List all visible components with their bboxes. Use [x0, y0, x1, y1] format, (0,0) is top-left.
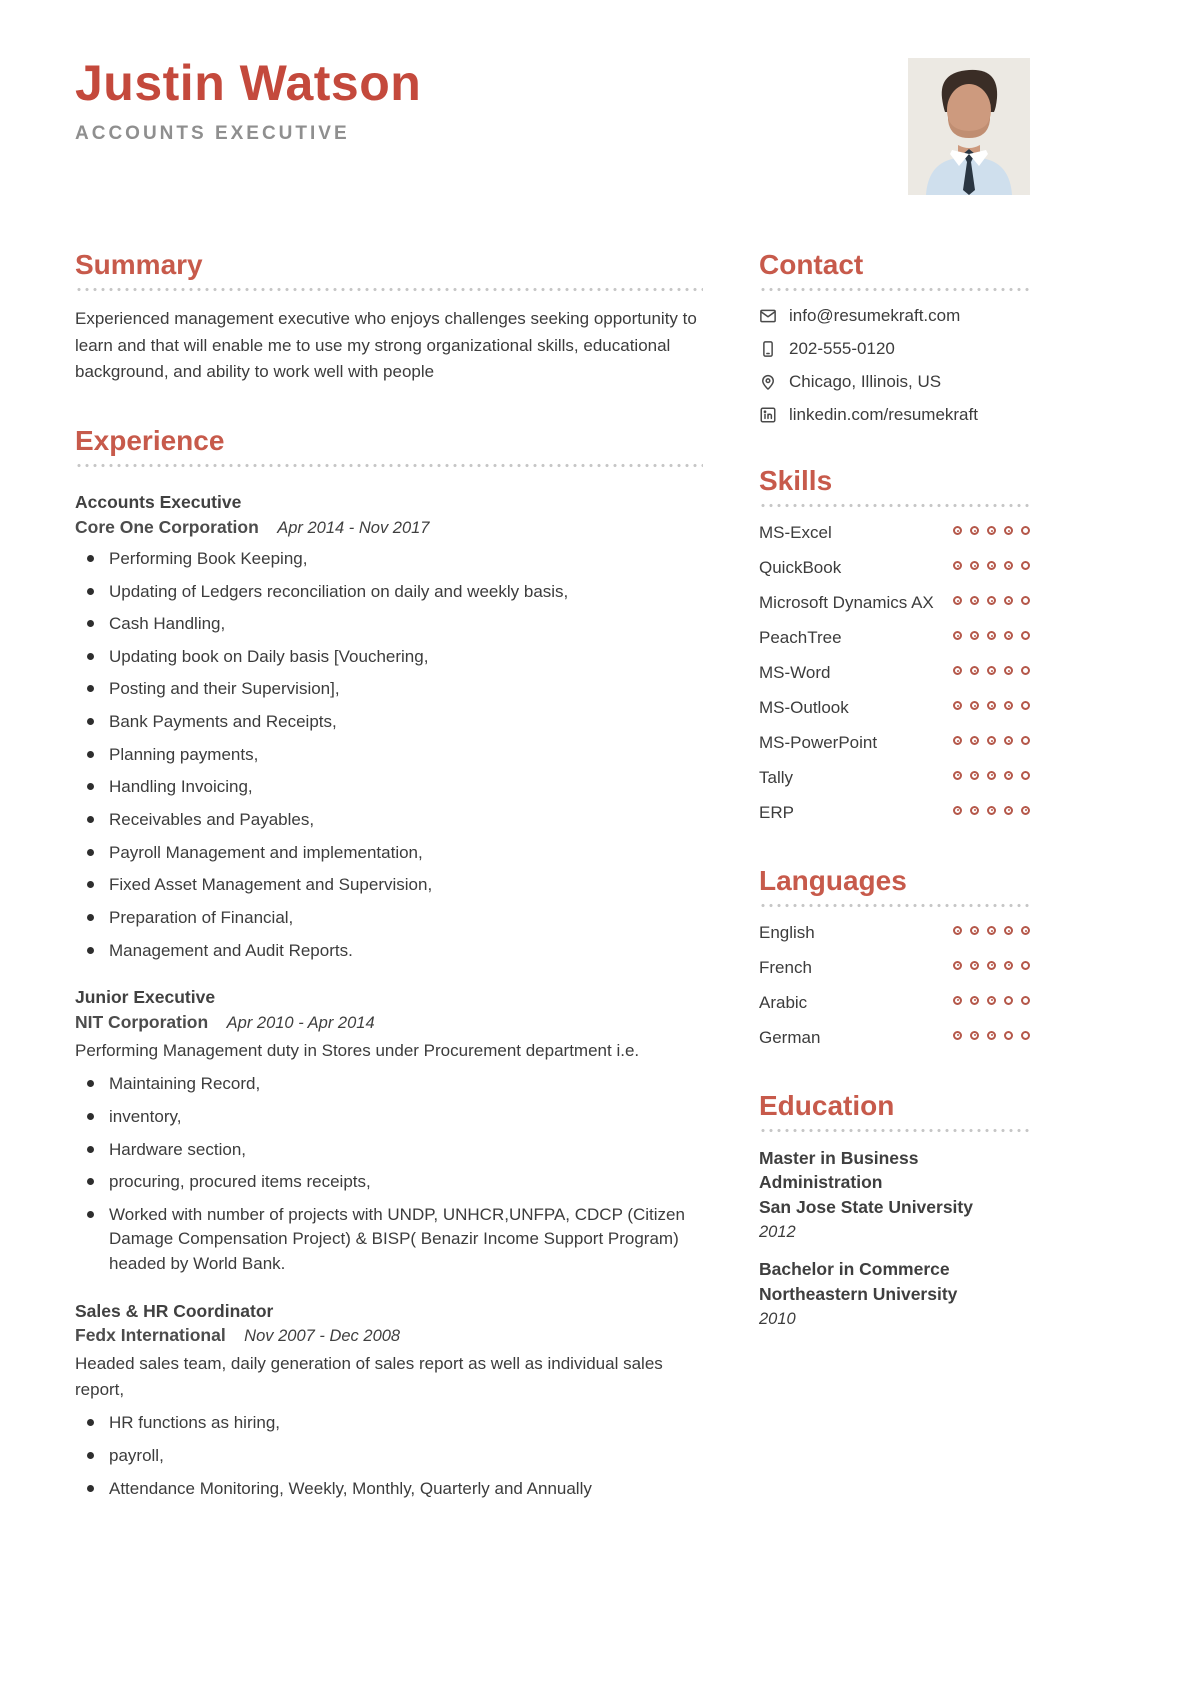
contact-heading: Contact — [759, 249, 864, 280]
rating-dot — [1021, 631, 1030, 640]
profile-photo-placeholder — [908, 58, 1030, 195]
rating-dot — [953, 596, 962, 605]
rating-dot — [1004, 561, 1013, 570]
rating-dot — [1004, 771, 1013, 780]
rating-dot — [1021, 771, 1030, 780]
skill-name: ERP — [759, 802, 794, 822]
rating-dot — [970, 806, 979, 815]
rating-dot — [1021, 926, 1030, 935]
languages-section — [759, 865, 1030, 1050]
skill-rating — [953, 697, 1030, 710]
rating-dot — [1004, 631, 1013, 640]
education-heading: Education — [759, 1089, 895, 1121]
language-name: English — [759, 923, 815, 942]
rating-dot — [1004, 736, 1013, 745]
skill-row — [759, 592, 1030, 615]
rating-dot — [970, 771, 979, 780]
rating-dot — [970, 926, 979, 935]
rating-dot — [970, 961, 979, 970]
skill-row — [759, 557, 1030, 580]
contact-email-row — [759, 306, 1030, 326]
bullet-item: payroll, — [75, 1444, 703, 1469]
company-name: Core One Corporation — [75, 516, 259, 537]
rating-dot — [970, 736, 979, 745]
language-name: French — [759, 957, 812, 977]
language-rating — [953, 922, 1030, 935]
rating-dot — [987, 596, 996, 605]
experience-job — [75, 1299, 703, 1501]
rating-dot — [1004, 926, 1013, 935]
rating-dot — [1021, 701, 1030, 710]
rating-dot — [970, 596, 979, 605]
skills-list — [759, 522, 1030, 824]
rating-dot — [970, 666, 979, 675]
main-column — [75, 249, 703, 1541]
bullet-item: Handling Invoicing, — [75, 775, 703, 800]
rating-dot — [953, 701, 962, 710]
rating-dot — [987, 1031, 996, 1040]
bullet-item: inventory, — [75, 1105, 703, 1130]
bullet-item: Updating book on Daily basis [Vouchering, — [75, 645, 703, 670]
rating-dot — [1004, 701, 1013, 710]
dotted-divider — [759, 1128, 1030, 1133]
person-job-title: ACCOUNTS EXECUTIVE — [75, 123, 350, 144]
rating-dot — [1021, 996, 1030, 1005]
bullet-item: Management and Audit Reports. — [75, 939, 703, 964]
bullet-item: Payroll Management and implementation, — [75, 841, 703, 866]
bullet-item: HR functions as hiring, — [75, 1411, 703, 1436]
rating-dot — [1021, 1031, 1030, 1040]
rating-dot — [953, 961, 962, 970]
contact-linkedin[interactable]: linkedin.com/resumekraft — [789, 405, 978, 425]
languages-list — [759, 922, 1030, 1050]
experience-heading: Experience — [75, 425, 225, 457]
skill-rating — [953, 557, 1030, 570]
language-rating — [953, 1027, 1030, 1040]
name-block — [75, 56, 421, 145]
rating-dot — [987, 926, 996, 935]
language-name: Arabic — [759, 992, 808, 1012]
education-entry — [759, 1147, 1030, 1242]
skill-name: PeachTree — [759, 628, 842, 648]
skill-name: QuickBook — [759, 558, 842, 578]
language-rating — [953, 957, 1030, 970]
rating-dot — [953, 526, 962, 535]
summary-text: Experienced management executive who enjoys challenges seeking opportunity to learn and that will enable me to use my strong organizational skills, educational background, and ability to work well with people — [75, 309, 697, 381]
contact-phone-row — [759, 339, 1030, 359]
skill-name: Microsoft Dynamics AX — [759, 593, 934, 613]
rating-dot — [1021, 961, 1030, 970]
language-name: German — [759, 1027, 821, 1047]
bullet-item: Maintaining Record, — [75, 1072, 703, 1097]
company-line — [75, 517, 703, 538]
bullet-item: Updating of Ledgers reconciliation on daily and weekly basis, — [75, 580, 703, 605]
dotted-divider — [759, 903, 1030, 908]
rating-dot — [1021, 736, 1030, 745]
rating-dot — [987, 631, 996, 640]
company-name: NIT Corporation — [75, 1011, 209, 1032]
skill-name: MS-PowerPoint — [759, 733, 878, 752]
job-bullet-list — [75, 1072, 703, 1276]
skill-rating — [953, 627, 1030, 640]
rating-dot — [953, 561, 962, 570]
rating-dot — [953, 736, 962, 745]
job-bullet-list — [75, 547, 703, 963]
skill-rating — [953, 802, 1030, 815]
bullet-item: Preparation of Financial, — [75, 906, 703, 931]
skill-name: MS-Excel — [759, 523, 832, 543]
skill-rating — [953, 522, 1030, 535]
skill-rating — [953, 662, 1030, 675]
rating-dot — [1004, 806, 1013, 815]
job-dates: Apr 2014 - Nov 2017 — [277, 518, 430, 537]
profile-photo — [908, 58, 1030, 195]
rating-dot — [970, 1031, 979, 1040]
skill-row — [759, 522, 1030, 545]
dotted-divider — [75, 287, 703, 292]
rating-dot — [987, 806, 996, 815]
linkedin-icon — [759, 406, 777, 424]
rating-dot — [970, 561, 979, 570]
job-dates: Nov 2007 - Dec 2008 — [244, 1327, 401, 1346]
education-list — [759, 1147, 1030, 1329]
rating-dot — [953, 1031, 962, 1040]
rating-dot — [953, 806, 962, 815]
rating-dot — [1004, 1031, 1013, 1040]
phone-icon — [759, 340, 777, 358]
rating-dot — [970, 526, 979, 535]
rating-dot — [953, 926, 962, 935]
rating-dot — [987, 771, 996, 780]
contact-linkedin-row — [759, 405, 1030, 425]
summary-heading: Summary — [75, 249, 203, 280]
skills-section — [759, 465, 1030, 825]
graduation-year: 2012 — [759, 1222, 796, 1241]
rating-dot — [1004, 526, 1013, 535]
language-rating — [953, 992, 1030, 1005]
resume-body — [75, 249, 1030, 1541]
skill-row — [759, 627, 1030, 650]
school-name: San Jose State University — [759, 1197, 973, 1218]
bullet-item: Planning payments, — [75, 743, 703, 768]
company-line — [75, 1325, 703, 1346]
company-name: Fedx International — [75, 1325, 226, 1346]
job-dates: Apr 2010 - Apr 2014 — [226, 1013, 375, 1032]
skill-row — [759, 732, 1030, 755]
skills-heading: Skills — [759, 465, 833, 497]
skill-row — [759, 767, 1030, 790]
email-icon — [759, 307, 777, 325]
education-entry — [759, 1258, 1030, 1329]
experience-job — [75, 985, 703, 1276]
rating-dot — [1021, 596, 1030, 605]
job-title: Sales & HR Coordinator — [75, 1300, 274, 1321]
skill-name: MS-Outlook — [759, 698, 849, 718]
rating-dot — [1021, 806, 1030, 815]
location-pin-icon — [759, 373, 777, 391]
graduation-year: 2010 — [759, 1310, 796, 1329]
skill-rating — [953, 732, 1030, 745]
rating-dot — [1004, 666, 1013, 675]
rating-dot — [953, 771, 962, 780]
bullet-item: Cash Handling, — [75, 612, 703, 637]
rating-dot — [1004, 961, 1013, 970]
contact-location: Chicago, Illinois, US — [789, 372, 942, 392]
job-bullet-list — [75, 1411, 703, 1501]
job-title: Accounts Executive — [75, 492, 242, 513]
degree-name: Master in Business Administration — [759, 1147, 919, 1192]
rating-dot — [953, 666, 962, 675]
rating-dot — [987, 526, 996, 535]
bullet-item: procuring, procured items receipts, — [75, 1170, 703, 1195]
language-row — [759, 922, 1030, 945]
skill-name: MS-Word — [759, 663, 831, 683]
rating-dot — [987, 561, 996, 570]
education-section — [759, 1090, 1030, 1329]
rating-dot — [953, 631, 962, 640]
person-name: Justin Watson — [75, 55, 422, 111]
bullet-item: Receivables and Payables, — [75, 808, 703, 833]
dotted-divider — [759, 287, 1030, 292]
skill-rating — [953, 767, 1030, 780]
job-intro: Performing Management duty in Stores under Procurement department i.e. — [75, 1040, 640, 1060]
bullet-item: Worked with number of projects with UNDP, UNHCR,UNFPA, CDCP (Citizen Damage Compensation Project) & BISP( Benazir Income Support Program) headed by World Bank. — [75, 1203, 703, 1277]
degree-name: Bachelor in Commerce — [759, 1258, 950, 1279]
job-intro: Headed sales team, daily generation of sales report as well as individual sales report, — [75, 1354, 663, 1399]
contact-email[interactable]: info@resumekraft.com — [789, 306, 961, 326]
rating-dot — [1004, 996, 1013, 1005]
company-line — [75, 1012, 703, 1033]
experience-section — [75, 425, 703, 1501]
contact-location-row — [759, 372, 1030, 392]
bullet-item: Performing Book Keeping, — [75, 547, 703, 572]
rating-dot — [987, 701, 996, 710]
summary-section — [75, 249, 703, 385]
dotted-divider — [75, 463, 703, 468]
bullet-item: Bank Payments and Receipts, — [75, 710, 703, 735]
dotted-divider — [759, 503, 1030, 508]
school-name: Northeastern University — [759, 1284, 958, 1305]
sidebar-column — [759, 249, 1030, 1541]
bullet-item: Attendance Monitoring, Weekly, Monthly, Quarterly and Annually — [75, 1477, 703, 1502]
skill-name: Tally — [759, 767, 794, 787]
rating-dot — [987, 736, 996, 745]
experience-job — [75, 490, 703, 963]
rating-dot — [970, 631, 979, 640]
job-title: Junior Executive — [75, 987, 216, 1008]
skill-rating — [953, 592, 1030, 605]
skill-row — [759, 697, 1030, 720]
rating-dot — [1021, 561, 1030, 570]
resume-header — [75, 56, 1030, 195]
rating-dot — [1004, 596, 1013, 605]
bullet-item: Hardware section, — [75, 1138, 703, 1163]
rating-dot — [953, 996, 962, 1005]
rating-dot — [970, 996, 979, 1005]
rating-dot — [970, 701, 979, 710]
rating-dot — [987, 666, 996, 675]
bullet-item: Posting and their Supervision], — [75, 677, 703, 702]
bullet-item: Fixed Asset Management and Supervision, — [75, 873, 703, 898]
rating-dot — [1021, 666, 1030, 675]
language-row — [759, 1027, 1030, 1050]
skill-row — [759, 662, 1030, 685]
language-row — [759, 957, 1030, 980]
rating-dot — [987, 996, 996, 1005]
language-row — [759, 992, 1030, 1015]
contact-section — [759, 249, 1030, 425]
rating-dot — [1021, 526, 1030, 535]
contact-phone[interactable]: 202-555-0120 — [789, 339, 895, 359]
skill-row — [759, 802, 1030, 825]
rating-dot — [987, 961, 996, 970]
languages-heading: Languages — [759, 864, 907, 896]
